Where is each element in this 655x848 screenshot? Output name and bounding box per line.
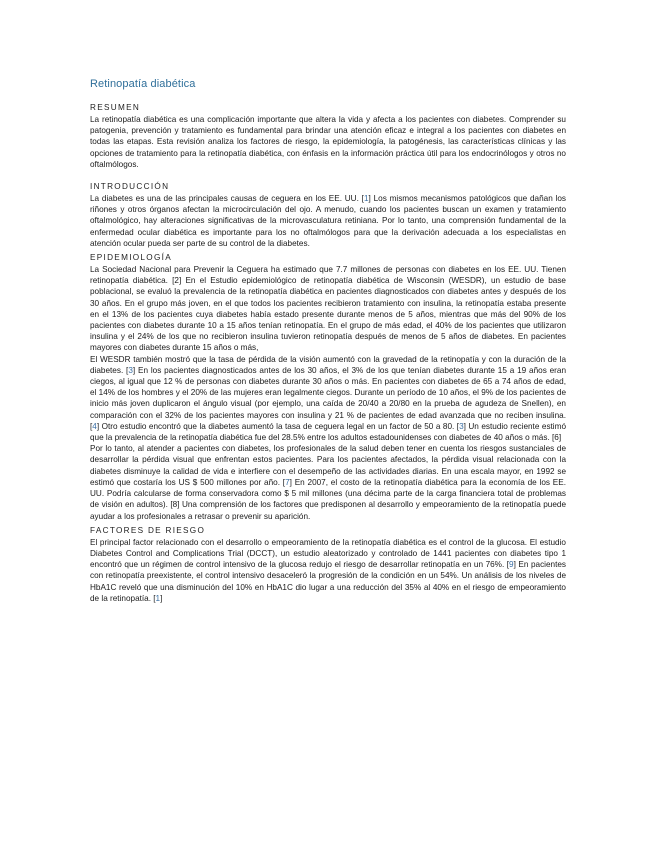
epi-text-c: ] Otro estudio encontró que la diabetes aumentó la tasa de ceguera legal en un factor de 50 a 80. [ [96,421,460,431]
epidemiology-heading: EPIDEMIOLOGÍA [90,253,172,263]
abstract-heading: RESUMEN [90,103,141,112]
epidemiology-paragraph-2 [90,354,566,444]
intro-text-a: La diabetes es una de las principales causas de ceguera en los EE. UU. [ [90,194,364,204]
risk-text-c: ] [160,593,163,603]
abstract-paragraph: La retinopatía diabética es una complicación importante que altera la vida y afecta a los pacientes con diabetes. Comprender su patogenia, prevención y tratamiento es fundamental para brindar una atención eficaz e integral a los pacientes con diabetes en todas las etapas. Esta revisión analiza los factores de riesgo, la epidemiología, la patogénesis, las características clínicas y las opciones de tratamiento para la retinopatía diabética, con énfasis en la información práctica útil para los endocrinólogos y otros no oftalmólogos. [90,115,566,169]
intro-text-b: ] Los mismos mecanismos patológicos que dañan los riñones y otros órganos afectan la microcirculación del ojo. A menudo, cuando los pacientes buscan un examen y tratamiento oftalmológico, hay alteraciones significativas de la microvasculatura retiniana. Por lo tanto, una comprensión fundamental de la enfermedad ocular diabética es importante para los no oftalmólogos para que la derivación adecuada a los especialistas en atención ocular pueda ser parte de su control de la diabetes. [90,194,566,248]
reference-link-3b[interactable]: 3 [459,421,464,431]
document-page [90,78,566,604]
epi3-text-a: Por lo tanto, al atender a pacientes con diabetes, los profesionales de la salud deben tener en cuenta los riesgos sustanciales de desarrollar la pérdida visual que enfrentan estos pacientes. Para los pacientes afectados, la pérdida visual relacionada con la diabetes disminuye la calidad de vida e interfiere con el desempeño de las actividades diarias. En una escala mayor, en 1992 se estimó que costaría los US $ 500 millones por año. [ [90,444,566,487]
reference-link-4[interactable]: 4 [92,421,97,431]
epi3-text-b: ] En 2007, el costo de la retinopatía diabética para la economía de los EE. UU. Podría calcularse de forma conservadora como $ 5 mil millones (una décima parte de la carga financiera total de problemas de visión en adultos). [8] Una comprensión de los factores que predisponen al desarrollo y empeoramiento de la retinopatía puede ayudar a los profesionales a retrasar o prevenir su aparición. [90,477,567,521]
risk-text-b: ] En pacientes con retinopatía preexistente, el control intensivo desaceleró la progresión de la condición en un 54%. Un análisis de los niveles de HbA1C reveló que una disminución del 10% en HbA1C dio lugar a una reducción del 35% al 40% en el riesgo de empeoramiento de la retinopatía. [ [90,560,567,603]
reference-link-9[interactable]: 9 [509,560,514,570]
introduction-heading: INTRODUCCIÓN [90,182,170,192]
reference-link-7[interactable]: 7 [285,477,290,487]
epidemiology-paragraph-1: La Sociedad Nacional para Prevenir la Ceguera ha estimado que 7.7 millones de personas con diabetes en los EE. UU. Tienen retinopatía diabética. [2] En el Estudio epidemiológico de retinopatía diabética de Wisconsin (WESDR), un estudio de base poblacional, se evaluó la prevalencia de la retinopatía diabética en pacientes diagnosticados con diabetes antes y después de los 30 años. En el grupo más joven, en el que todos los pacientes recibieron tratamiento con insulina, la retinopatía estaba presente en el 13% de los pacientes cuya diabetes había estado presente durante menos de 5 años, mientras que más del 90% de los pacientes con diabetes durante 10 a 15 años tenían retinopatía. En el grupo de más edad, el 40% de los pacientes que utilizaron insulina y el 24% de los que no recibieron insulina tuvieron retinopatía después de menos de 5 años de diabetes. En pacientes mayores con diabetes durante 15 años o más, [90,265,566,353]
document-title: Retinopatía diabética [90,78,196,90]
risk-factors-paragraph [90,537,566,604]
risk-text-a: El principal factor relacionado con el desarrollo o empeoramiento de la retinopatía diabética es el control de la glucosa. El estudio Diabetes Control and Complications Trial (DCCT), un estudio aleatorizado y controlado de 1441 pacientes con diabetes tipo 1 encontró que un régimen de control intensivo de la glucosa redujo el riesgo de desarrollar retinopatía en un 76%. [ [90,537,566,570]
epi-text-b: ] En los pacientes diagnosticados antes de los 30 años, el 3% de los que tenían diabetes durante 15 a 19 años eran ciegos, al igual que 12 % de personas con diabetes durante 30 años o más. En pacientes con diabetes de 65 a 74 años de edad, el 14% de los hombres y el 20% de las mujeres eran legalmente ciegos. Durante un período de 10 años, el 9% de los pacientes de inicio más joven duplicaron el ángulo visual (por ejemplo, una caída de 20/40 a 20/80 en la prueba de agudeza de Snellen), en comparación con el 32% de los pacientes mayores con insulina y 21 % de pacientes de edad avanzada que no reciben insulina. [ [90,365,566,431]
risk-factors-heading: FACTORES DE RIESGO [90,525,206,535]
reference-link-1[interactable]: 1 [363,194,369,204]
epi-text-d: ] Un estudio reciente estimó que la prevalencia de la retinopatía diabética fue del 28.5% entre los adultos estadounidenses con diabetes de 40 años o más. [6] [90,421,566,443]
epidemiology-paragraph-3 [90,443,566,521]
reference-link-1b[interactable]: 1 [155,593,161,603]
introduction-paragraph [90,193,566,249]
epi-text-a: El WESDR también mostró que la tasa de pérdida de la visión aumentó con la gravedad de la retinopatía y con la duración de la diabetes. [ [90,354,566,375]
reference-link-3[interactable]: 3 [128,365,133,375]
